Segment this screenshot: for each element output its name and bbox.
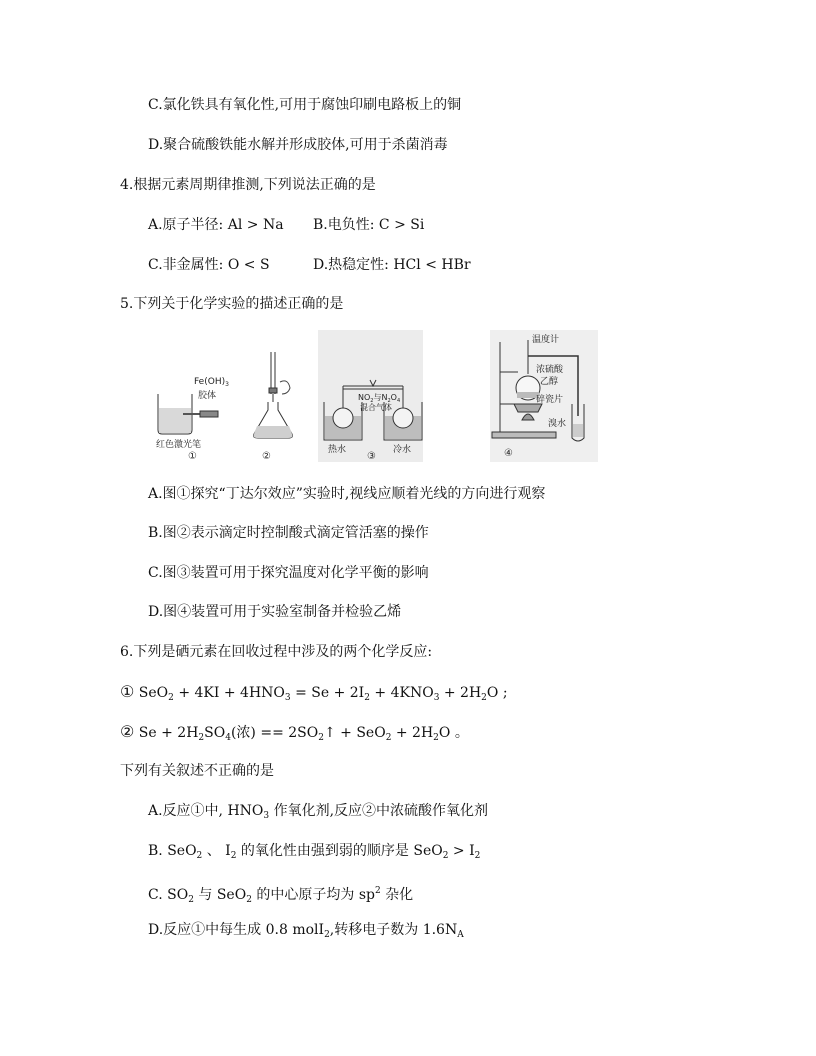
q6-option-c: C. $SO_2$ 与 SeO$_2$ 的中心原子均为 $sp^2$ 杂化 [148, 886, 414, 905]
q3-option-c: C.氯化铁具有氧化性,可用于腐蚀印刷电路板上的铜 [148, 97, 462, 113]
q5-stem: 5.下列关于化学实验的描述正确的是 [120, 296, 344, 312]
q6-option-d: D.反应①中每生成 0.8 molI$_2$,转移电子数为 $1.6N_A$ [148, 922, 464, 940]
label-bromine-water: 溴水 [548, 419, 567, 429]
label-laser-pen: 红色激光笔 [156, 440, 202, 450]
q6-option-b: B. SeO$_2$ 、 $I_2$ 的氧化性由强到弱的顺序是 $SeO_2 > I_2$ [148, 843, 481, 861]
label-thermometer: 温度计 [532, 335, 560, 345]
q5-option-d: D.图④装置可用于实验室制备并检验乙烯 [148, 604, 402, 620]
label-no2-n2o4: $NO_2$与$N_2O_4$ [358, 393, 401, 404]
figure-number-1: ① [188, 451, 197, 462]
label-colloid: 胶体 [198, 391, 217, 401]
q5-option-a: A.图①探究“丁达尔效应”实验时,视线应顺着光线的方向进行观察 [148, 486, 546, 502]
q6-stem: 6.下列是硒元素在回收过程中涉及的两个化学反应: [120, 644, 433, 660]
q4-option-d: D.热稳定性: HCl < HBr [313, 257, 471, 273]
label-hot-water: 热水 [328, 445, 347, 455]
q6-option-a: A.反应①中, $HNO_3$ 作氧化剂,反应②中浓硫酸作氧化剂 [148, 803, 489, 821]
q6-reaction-2: ② $Se + 2H_2SO_4$(浓) == $2SO_2↑ + SeO_2 + 2H_2O$ 。 [120, 722, 469, 743]
figure-number-2: ② [262, 451, 271, 462]
q5-option-c: C.图③装置可用于探究温度对化学平衡的影响 [148, 565, 429, 581]
figure-number-4: ④ [504, 448, 513, 459]
label-mixed-gas: 混合气体 [360, 403, 392, 412]
label-ethanol: 乙醇 [540, 377, 559, 387]
apparatus-2-titration [254, 352, 293, 438]
q4-option-b: B.电负性: C > Si [313, 217, 425, 233]
q3-option-d: D.聚合硫酸铁能水解并形成胶体,可用于杀菌消毒 [148, 137, 448, 153]
figure-number-3: ③ [367, 451, 376, 462]
q5-option-b: B.图②表示滴定时控制酸式滴定管活塞的操作 [148, 525, 429, 541]
q4-stem: 4.根据元素周期律推测,下列说法正确的是 [120, 177, 376, 193]
label-porcelain-chips: 碎瓷片 [536, 395, 564, 405]
q6-sub-stem: 下列有关叙述不正确的是 [120, 763, 274, 779]
q4-option-a: A.原子半径: Al > Na [148, 217, 284, 233]
label-cold-water: 冷水 [393, 445, 412, 455]
label-fe-oh3: $Fe(OH)_3$ [194, 377, 229, 388]
q6-reaction-1: ① $SeO_2 + 4KI + 4HNO_3 = Se + 2I_2 + 4KNO_3 + 2H_2O$ ; [120, 682, 508, 703]
experiment-figure [148, 330, 598, 462]
q4-option-c: C.非金属性: O < S [148, 257, 270, 273]
label-conc-sulfuric-acid: 浓硫酸 [536, 365, 564, 375]
